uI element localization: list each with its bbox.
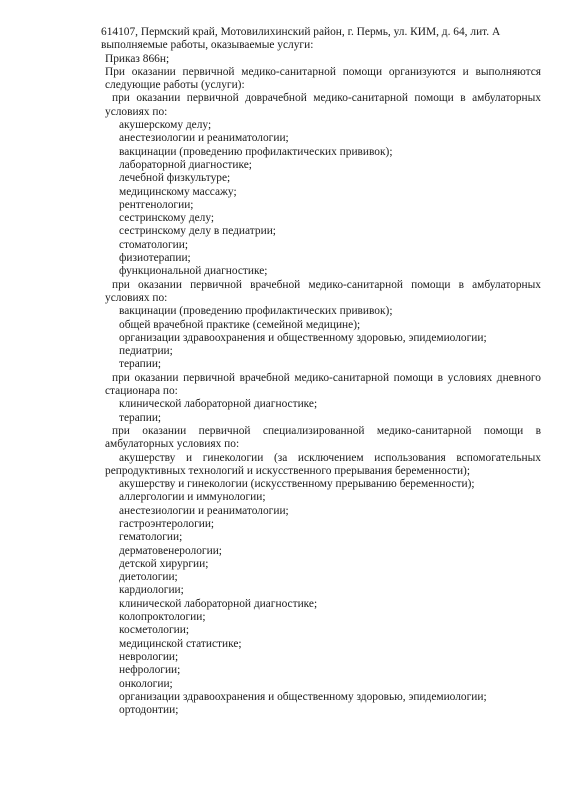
text-line: функциональной диагностике;: [119, 265, 268, 278]
text-line: нефрологии;: [119, 664, 181, 677]
text-line: терапии;: [119, 411, 162, 424]
text-line: неврологии;: [119, 650, 179, 663]
text-line: лабораторной диагностике;: [119, 158, 252, 171]
text-line: при оказании первичной врачебной медико-санитарной помощи в условиях дневного: [112, 371, 541, 384]
text-line: аллергологии и иммунологии;: [119, 491, 266, 504]
text-line: сестринскому делу в педиатрии;: [119, 225, 276, 238]
text-line: физиотерапии;: [119, 252, 191, 265]
text-line: гастроэнтерологии;: [119, 517, 215, 530]
text-line: сестринскому делу;: [119, 212, 215, 225]
text-line: акушерскому делу;: [119, 119, 212, 132]
text-line: онкологии;: [119, 677, 173, 690]
text-line: анестезиологии и реаниматологии;: [119, 504, 289, 517]
text-line: косметологии;: [119, 624, 190, 637]
text-line: при оказании первичной врачебной медико-санитарной помощи в амбулаторных: [112, 278, 541, 291]
text-line: дерматовенерологии;: [119, 544, 222, 557]
text-line: условиях по:: [105, 105, 168, 118]
text-line: медицинскому массажу;: [119, 185, 237, 198]
text-line: репродуктивных технологий и искусственного прерывания беременности);: [105, 464, 471, 477]
text-line: диетологии;: [119, 571, 178, 584]
text-line: условиях по:: [105, 291, 168, 304]
document-body: [101, 26, 541, 717]
text-line: педиатрии;: [119, 345, 173, 358]
text-line: организации здравоохранения и общественному здоровью, эпидемиологии;: [119, 331, 487, 344]
text-line: амбулаторных условиях по:: [105, 438, 240, 451]
text-line: При оказании первичной медико-санитарной помощи организуются и выполняются: [105, 65, 541, 78]
text-line: рентгенологии;: [119, 198, 194, 211]
text-line: организации здравоохранения и общественному здоровью, эпидемиологии;: [119, 690, 487, 703]
text-line: стационара по:: [105, 385, 178, 398]
text-line: гематологии;: [119, 531, 183, 544]
text-line: ортодонтии;: [119, 704, 179, 717]
text-line: кардиологии;: [119, 584, 184, 597]
text-line: выполняемые работы, оказываемые услуги:: [101, 39, 314, 52]
text-line: колопроктологии;: [119, 611, 206, 624]
text-line: Приказ 866н;: [105, 52, 170, 65]
text-line: акушерству и гинекологии (за исключением использования вспомогательных: [119, 451, 541, 464]
text-line: общей врачебной практике (семейной медицине);: [119, 318, 361, 331]
text-line: при оказании первичной доврачебной медико-санитарной помощи в амбулаторных: [112, 92, 541, 105]
text-line: следующие работы (услуги):: [105, 79, 245, 92]
text-line: терапии;: [119, 358, 162, 371]
text-line: анестезиологии и реаниматологии;: [119, 132, 289, 145]
text-line: акушерству и гинекологии (искусственному прерыванию беременности);: [119, 478, 475, 491]
text-line: вакцинации (проведению профилактических прививок);: [119, 305, 393, 318]
text-line: медицинской статистике;: [119, 637, 242, 650]
text-line: 614107, Пермский край, Мотовилихинский район, г. Пермь, ул. КИМ, д. 64, лит. А: [101, 26, 501, 38]
text-line: детской хирургии;: [119, 557, 209, 570]
text-line: клинической лабораторной диагностике;: [119, 597, 318, 610]
text-line: при оказании первичной специализированной медико-санитарной помощи в: [112, 424, 541, 437]
text-line: лечебной физкультуре;: [119, 172, 231, 185]
text-line: вакцинации (проведению профилактических прививок);: [119, 145, 393, 158]
text-line: клинической лабораторной диагностике;: [119, 398, 318, 411]
text-line: стоматологии;: [119, 238, 189, 251]
